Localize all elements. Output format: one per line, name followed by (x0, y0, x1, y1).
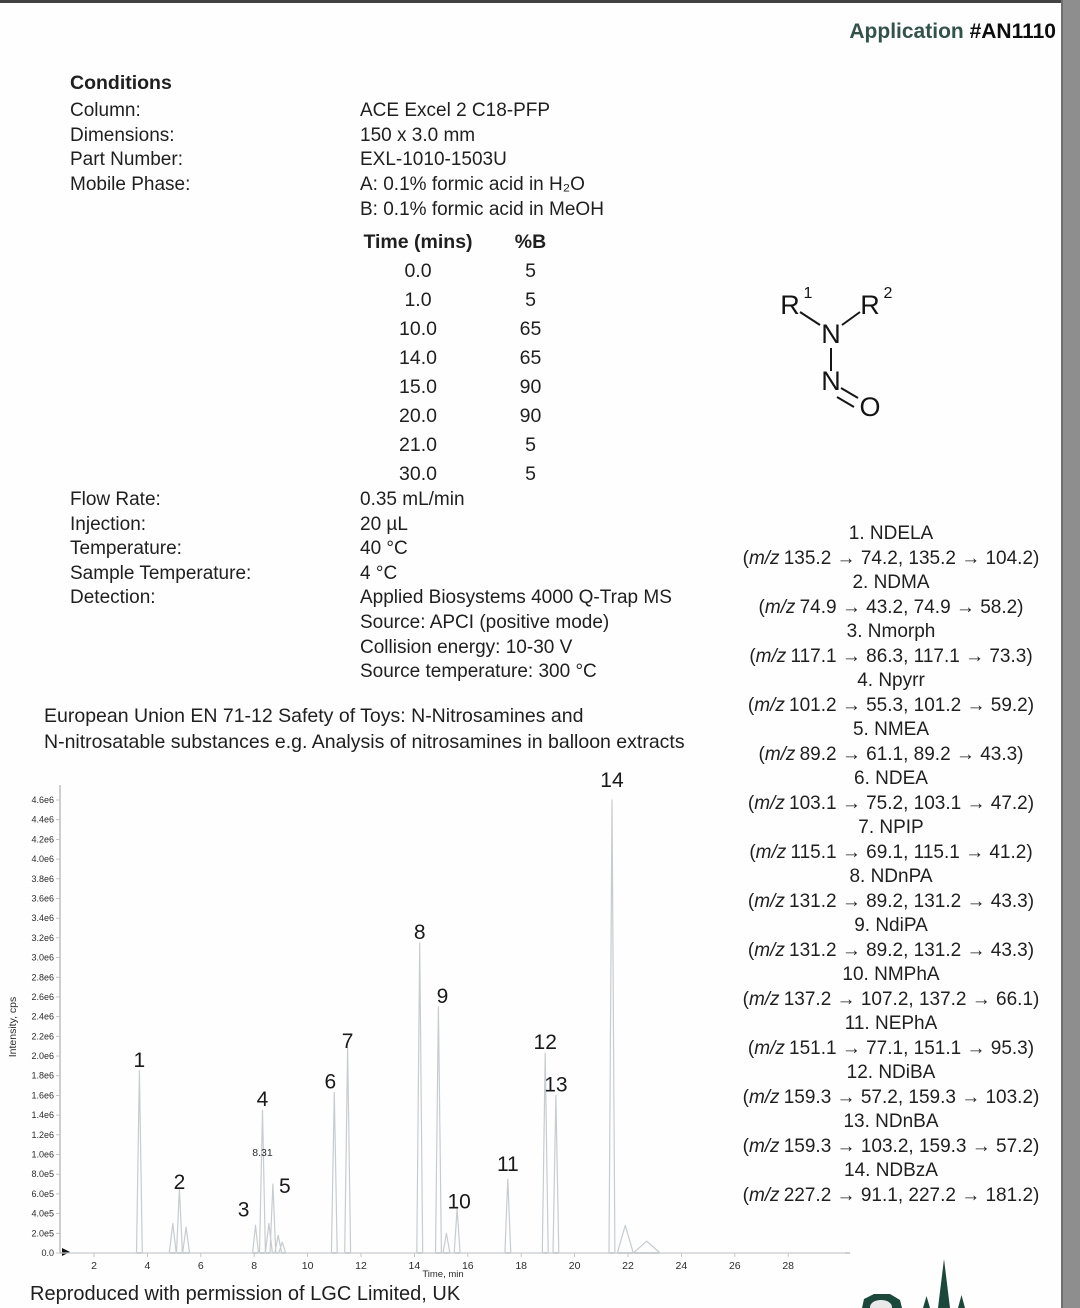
x-tick-label: 22 (622, 1260, 634, 1272)
gradient-time-cell: 0.0 (404, 260, 432, 282)
lgc-logo (845, 1253, 1055, 1308)
mz-label: m/z (754, 694, 785, 716)
y-tick-label: 1.4e6 (31, 1110, 54, 1121)
gradient-time-cell: 21.0 (399, 434, 437, 456)
mz-values: 115.1 → 69.1, 115.1 → 41.2) (790, 841, 1033, 863)
chromatogram-peak-icon-tall (938, 1259, 950, 1308)
y-tick-label: 2.0e6 (31, 1051, 54, 1062)
x-tick-label: 24 (675, 1260, 688, 1272)
gradient-time-cell: 20.0 (399, 405, 437, 427)
mz-open-paren: ( (747, 1037, 755, 1059)
mz-open-paren: ( (747, 939, 755, 961)
peak-label: 1 (133, 1048, 146, 1072)
mz-open-paren: ( (758, 596, 765, 618)
condition-row (70, 198, 604, 223)
y-tick-label: 2.0e5 (31, 1228, 54, 1239)
x-axis-label: Time, min (422, 1269, 464, 1280)
gradient-percent-b-cell: 5 (525, 434, 536, 456)
peak-label: 9 (436, 984, 449, 1008)
y-tick-label: 2.4e6 (31, 1011, 54, 1022)
atom-r1: R (780, 290, 800, 320)
gradient-header-time: Time (mins) (363, 231, 473, 253)
y-tick-label: 6.0e5 (31, 1188, 54, 1199)
mz-values: 159.3 → 57.2, 159.3 → 103.2) (783, 1086, 1040, 1108)
y-axis-label: Intensity, cps (7, 996, 19, 1058)
peak-label: 11 (496, 1153, 519, 1177)
mz-values: 89.2 → 61.1, 89.2 → 43.3) (799, 743, 1024, 765)
mz-open-paren: ( (747, 792, 755, 814)
gradient-time-cell: 1.0 (404, 289, 432, 311)
nitrosamine-structure (750, 268, 950, 433)
parameter-row (70, 488, 672, 513)
y-tick-label: 2.2e6 (31, 1031, 54, 1042)
bond-n-o-1 (841, 388, 858, 398)
atom-n-nitroso: N (821, 366, 841, 396)
y-tick-label: 3.2e6 (31, 932, 54, 943)
gradient-time-cell: 15.0 (399, 376, 437, 398)
peak-label: 5 (279, 1175, 291, 1199)
compound-mz-transitions (726, 694, 1056, 719)
compound-mz-transitions (726, 645, 1056, 670)
parameters-section (70, 488, 672, 685)
atom-n-amine: N (821, 319, 841, 349)
peak-label: 12 (533, 1031, 557, 1055)
compound-name: 7. NPIP (858, 817, 924, 838)
gradient-percent-b-cell: 65 (519, 347, 542, 369)
compound-mz-transitions (726, 547, 1056, 572)
x-tick-label: 26 (728, 1260, 741, 1272)
mz-label: m/z (764, 596, 796, 618)
bond-n-o-2 (837, 397, 854, 407)
gradient-percent-b-cell: 5 (525, 289, 536, 311)
mz-values: 117.1 → 86.3, 117.1 → 73.3) (790, 645, 1033, 667)
detection-detail-line: Collision energy: 10-30 V (360, 636, 573, 658)
mz-label: m/z (748, 1086, 780, 1108)
peak-label: 3 (237, 1198, 250, 1222)
mz-values: 131.2 → 89.2, 131.2 → 43.3) (789, 890, 1035, 912)
atom-r1-superscript: 1 (803, 285, 813, 302)
mz-values: 159.3 → 103.2, 159.3 → 57.2) (783, 1135, 1040, 1157)
parameter-value: Applied Biosystems 4000 Q-Trap MS (360, 587, 672, 609)
x-tick-label: 10 (301, 1260, 314, 1272)
mz-open-paren: ( (758, 743, 765, 765)
condition-label: Mobile Phase: (70, 174, 191, 196)
parameter-row (70, 562, 672, 587)
compound-entry (726, 522, 1056, 571)
condition-label: Dimensions: (70, 124, 175, 146)
y-tick-label: 0.0 (41, 1248, 54, 1258)
atom-o: O (859, 392, 881, 422)
condition-row (70, 173, 604, 198)
compound-name: 12. NDiBA (846, 1062, 936, 1083)
compound-name: 3. Nmorph (846, 621, 936, 642)
chromatogram-peak-icon-small-left (923, 1296, 930, 1308)
chromatogram-peak-icon-small-right (958, 1295, 965, 1308)
x-tick-label: 4 (144, 1260, 151, 1272)
y-tick-label: 8.0e5 (31, 1169, 54, 1180)
mz-open-paren: ( (742, 1086, 749, 1108)
mz-values: 74.9 → 43.2, 74.9 → 58.2) (799, 596, 1024, 618)
page-right-edge (1061, 0, 1080, 1308)
atom-r2: R (860, 290, 880, 320)
compound-entry (726, 620, 1056, 669)
y-tick-label: 3.4e6 (31, 913, 54, 924)
compound-name: 9. NdiPA (854, 915, 928, 936)
detection-detail-line: Source: APCI (positive mode) (360, 611, 610, 633)
x-tick-label: 20 (568, 1260, 581, 1272)
mz-values: 103.1 → 75.2, 103.1 → 47.2) (789, 792, 1035, 814)
y-tick-label: 4.4e6 (31, 814, 54, 825)
y-tick-label: 1.0e6 (31, 1149, 54, 1160)
mz-label: m/z (754, 890, 785, 912)
x-tick-label: 14 (408, 1260, 421, 1272)
gradient-table (358, 228, 583, 489)
compound-mz-transitions (726, 596, 1056, 621)
parameter-value: 40 °C (360, 538, 408, 560)
gradient-percent-b-cell: 65 (519, 318, 542, 340)
peak-label: 8 (413, 920, 426, 944)
mz-label: m/z (748, 1184, 780, 1206)
origin-arrow-icon (62, 1248, 70, 1256)
x-tick-label: 6 (197, 1260, 204, 1272)
mz-open-paren: ( (747, 890, 755, 912)
mz-label: m/z (754, 1037, 785, 1059)
page-top-edge (0, 0, 1080, 3)
detection-detail-line: Source temperature: 300 °C (360, 661, 597, 683)
parameter-label: Injection: (70, 513, 147, 535)
x-tick-label: 2 (91, 1260, 97, 1272)
mz-values: 151.1 → 77.1, 151.1 → 95.3) (789, 1037, 1035, 1059)
bond-r2-n (842, 312, 860, 325)
condition-value: 150 x 3.0 mm (360, 124, 476, 146)
compound-entry (726, 669, 1056, 718)
mz-values: 135.2 → 74.2, 135.2 → 104.2) (783, 547, 1040, 569)
y-tick-label: 1.2e6 (31, 1129, 54, 1140)
peak-label: 14 (600, 769, 624, 792)
application-id: #AN1110 (969, 20, 1056, 43)
gradient-percent-b-cell: 90 (519, 405, 542, 427)
peak-label: 10 (447, 1190, 471, 1214)
condition-row (70, 148, 604, 173)
gradient-time-cell: 30.0 (399, 463, 437, 485)
detection-details (70, 611, 672, 685)
parameter-row (70, 513, 672, 538)
condition-value: EXL-1010-1503U (360, 149, 507, 171)
method-title-line-2: N-nitrosatable substances e.g. Analysis of nitrosamines in balloon extracts (44, 730, 685, 753)
y-tick-label: 4.0e5 (31, 1208, 54, 1219)
peak-annotation: 8.31 (252, 1147, 273, 1160)
parameter-label: Flow Rate: (70, 489, 161, 510)
y-tick-label: 3.0e6 (31, 952, 54, 963)
peak-label: 2 (173, 1170, 186, 1194)
condition-label: Column: (70, 99, 141, 121)
mz-label: m/z (754, 792, 785, 814)
gradient-time-cell: 14.0 (399, 347, 437, 369)
peak-label: 4 (256, 1088, 269, 1112)
peak-label: 7 (341, 1030, 354, 1054)
condition-row (70, 99, 604, 124)
condition-value: ACE Excel 2 C18-PFP (360, 99, 551, 121)
mz-open-paren: ( (742, 547, 749, 569)
condition-label (70, 198, 360, 223)
y-tick-label: 2.8e6 (31, 972, 54, 983)
footer-credit: Reproduced with permission of LGC Limited, UK (30, 1283, 461, 1305)
conditions-section (70, 71, 604, 223)
mz-open-paren: ( (742, 988, 749, 1010)
mz-open-paren: ( (747, 694, 755, 716)
compound-name: 4. Npyrr (857, 670, 925, 691)
parameter-label: Sample Temperature: (70, 562, 252, 584)
gradient-time-cell: 10.0 (399, 318, 437, 340)
parameter-row (70, 586, 672, 611)
y-tick-label: 4.2e6 (31, 834, 54, 845)
parameter-rows (70, 488, 672, 611)
conditions-title: Conditions (70, 72, 172, 94)
x-tick-label: 16 (461, 1260, 474, 1272)
condition-row (70, 124, 604, 149)
parameter-value: 4 °C (360, 562, 398, 584)
compound-name: 14. NDBzA (844, 1160, 938, 1181)
peak-label: 13 (544, 1073, 568, 1097)
mz-label: m/z (748, 988, 780, 1010)
mz-label: m/z (755, 645, 787, 667)
parameter-value: 0.35 mL/min (360, 489, 465, 510)
compound-entry (726, 571, 1056, 620)
y-tick-label: 3.6e6 (31, 893, 54, 904)
mz-values: 227.2 → 91.1, 227.2 → 181.2) (783, 1184, 1040, 1206)
method-title (44, 704, 685, 755)
mz-values: 101.2 → 55.3, 101.2 → 59.2) (789, 694, 1035, 716)
mz-label: m/z (748, 547, 780, 569)
mz-label: m/z (754, 939, 785, 961)
condition-value: B: 0.1% formic acid in MeOH (360, 198, 604, 220)
compound-name: 2. NDMA (852, 572, 930, 593)
parameter-value: 20 µL (360, 513, 408, 535)
mz-label: m/z (764, 743, 796, 765)
compound-name: 8. NDnPA (849, 866, 933, 887)
y-tick-label: 3.8e6 (31, 873, 54, 884)
parameter-label: Temperature: (70, 538, 182, 560)
parameter-label: Detection: (70, 587, 156, 609)
mz-open-paren: ( (742, 1135, 749, 1157)
compound-name: 13. NDnBA (843, 1111, 939, 1132)
compound-name: 10. NMPhA (842, 964, 940, 985)
mz-values: 137.2 → 107.2, 137.2 → 66.1) (783, 988, 1040, 1010)
compound-name: 1. NDELA (848, 523, 934, 544)
gradient-percent-b-cell: 5 (525, 463, 536, 485)
mz-label: m/z (748, 1135, 780, 1157)
method-title-line-1: European Union EN 71-12 Safety of Toys: N-Nitrosamines and (44, 705, 584, 727)
peak-label: 6 (324, 1070, 337, 1094)
gradient-header-percent-b: %B (514, 231, 547, 253)
parameter-row (70, 537, 672, 562)
chromatogram (0, 755, 880, 1308)
y-tick-label: 1.8e6 (31, 1070, 54, 1081)
mz-open-paren: ( (749, 841, 756, 863)
y-tick-label: 4.0e6 (31, 854, 54, 865)
compound-name: 11. NEPhA (844, 1013, 938, 1034)
x-tick-label: 18 (515, 1260, 528, 1272)
x-tick-label: 12 (355, 1260, 367, 1272)
application-label: Application (849, 20, 964, 43)
mz-label: m/z (755, 841, 787, 863)
compound-name: 6. NDEA (854, 768, 928, 789)
y-tick-label: 4.6e6 (31, 795, 54, 805)
x-tick-label: 28 (782, 1260, 795, 1272)
mz-open-paren: ( (749, 645, 756, 667)
y-tick-label: 2.6e6 (31, 991, 54, 1002)
atom-r2-superscript: 2 (883, 285, 893, 302)
x-tick-label: 8 (251, 1260, 258, 1272)
y-tick-label: 1.6e6 (31, 1090, 54, 1101)
conditions-rows (70, 99, 604, 223)
mz-values: 131.2 → 89.2, 131.2 → 43.3) (789, 939, 1035, 961)
application-number (600, 20, 1056, 44)
condition-label: Part Number: (70, 149, 183, 171)
condition-value: A: 0.1% formic acid in H₂O (360, 174, 585, 196)
gradient-percent-b-cell: 5 (525, 260, 536, 282)
bond-r1-n (800, 312, 820, 325)
gradient-percent-b-cell: 90 (519, 376, 542, 398)
compound-name: 5. NMEA (852, 719, 930, 740)
mz-open-paren: ( (742, 1184, 749, 1206)
